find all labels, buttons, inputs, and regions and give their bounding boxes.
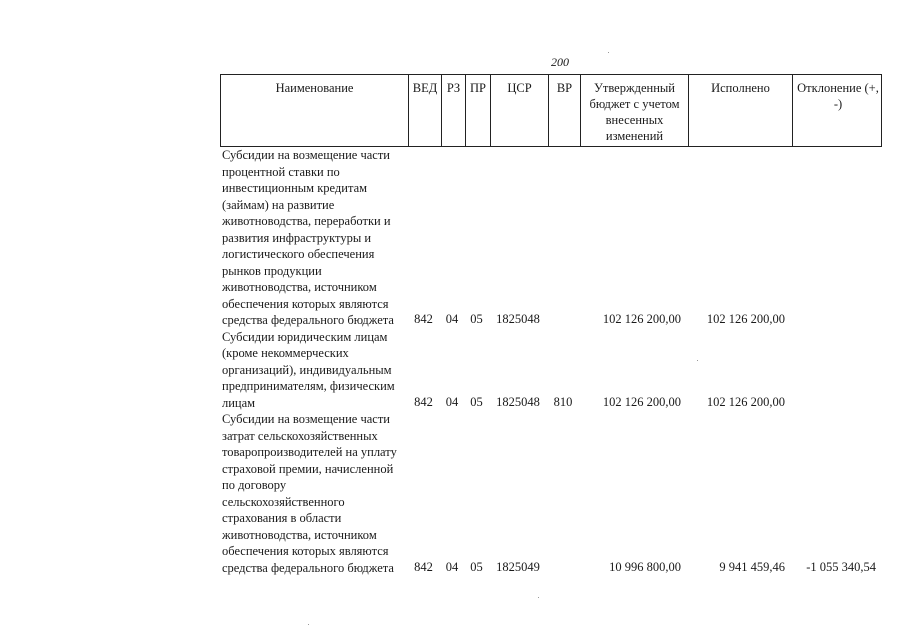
row-pr: 05 bbox=[470, 559, 483, 574]
row-vr: 810 bbox=[553, 394, 573, 409]
row-executed: 102 126 200,00 bbox=[706, 312, 785, 326]
row-rz: 04 bbox=[445, 394, 459, 409]
row-executed: 102 126 200,00 bbox=[706, 394, 785, 409]
row-ved: 842 bbox=[414, 312, 433, 326]
row-pr: 05 bbox=[470, 312, 483, 326]
scan-speck bbox=[697, 360, 698, 361]
row-csr: 1825049 bbox=[496, 559, 540, 574]
header-vr: ВР bbox=[548, 75, 580, 146]
row-executed: 9 941 459,46 bbox=[719, 559, 785, 574]
row-csr: 1825048 bbox=[496, 312, 540, 326]
row-vr bbox=[547, 328, 579, 329]
header-budget: Утвержденный бюджет с учетом внесенных изменений bbox=[580, 75, 688, 146]
row-name: Субсидии на возмещение части процентной ставки по инвестиционным кредитам (займам) на развитие животноводства, переработки и развития инфраструктуры и логистического обеспечения рынков продукции животноводства, источником обеспечения которых являются средства федерального бюджета bbox=[222, 148, 394, 327]
row-name: Субсидии на возмещение части затрат сельскохозяйственных товаропроизводителей на уплату страховой премии, начисленной по договору сельскохозяйственного страхования в области животноводства, источником обеспечения которых являются средства федерального бюджета bbox=[222, 412, 397, 575]
table-header bbox=[220, 74, 882, 147]
scan-speck bbox=[538, 597, 539, 598]
budget-table bbox=[220, 74, 882, 576]
row-rz: 04 bbox=[445, 559, 459, 574]
scan-speck bbox=[308, 624, 309, 625]
table-row bbox=[220, 329, 882, 412]
row-vr bbox=[547, 575, 579, 576]
row-budget: 102 126 200,00 bbox=[602, 394, 681, 409]
header-csr: ЦСР bbox=[490, 75, 548, 146]
row-rz: 04 bbox=[445, 312, 459, 326]
header-name: Наименование bbox=[275, 81, 354, 95]
page-number: 200 bbox=[551, 55, 569, 69]
header-pr: ПР bbox=[465, 75, 490, 146]
table-row bbox=[220, 147, 882, 329]
header-deviation: Отклонение (+, -) bbox=[792, 75, 883, 146]
table-row bbox=[220, 411, 882, 576]
row-ved: 842 bbox=[414, 559, 433, 574]
row-pr: 05 bbox=[470, 394, 483, 409]
header-ved: ВЕД bbox=[408, 75, 441, 146]
scan-speck bbox=[608, 52, 609, 53]
row-deviation bbox=[791, 328, 882, 329]
row-name: Субсидии юридическим лицам (кроме некоммерческих организаций), индивидуальным предпринимателям, физическим лицам bbox=[222, 329, 395, 410]
row-deviation: -1 055 340,54 bbox=[806, 559, 876, 574]
row-ved: 842 bbox=[414, 394, 433, 409]
row-csr: 1825048 bbox=[496, 394, 540, 409]
row-budget: 102 126 200,00 bbox=[602, 312, 681, 326]
row-deviation bbox=[791, 410, 882, 411]
header-rz: РЗ bbox=[441, 75, 465, 146]
header-executed: Исполнено bbox=[688, 75, 792, 146]
row-budget: 10 996 800,00 bbox=[609, 559, 681, 574]
